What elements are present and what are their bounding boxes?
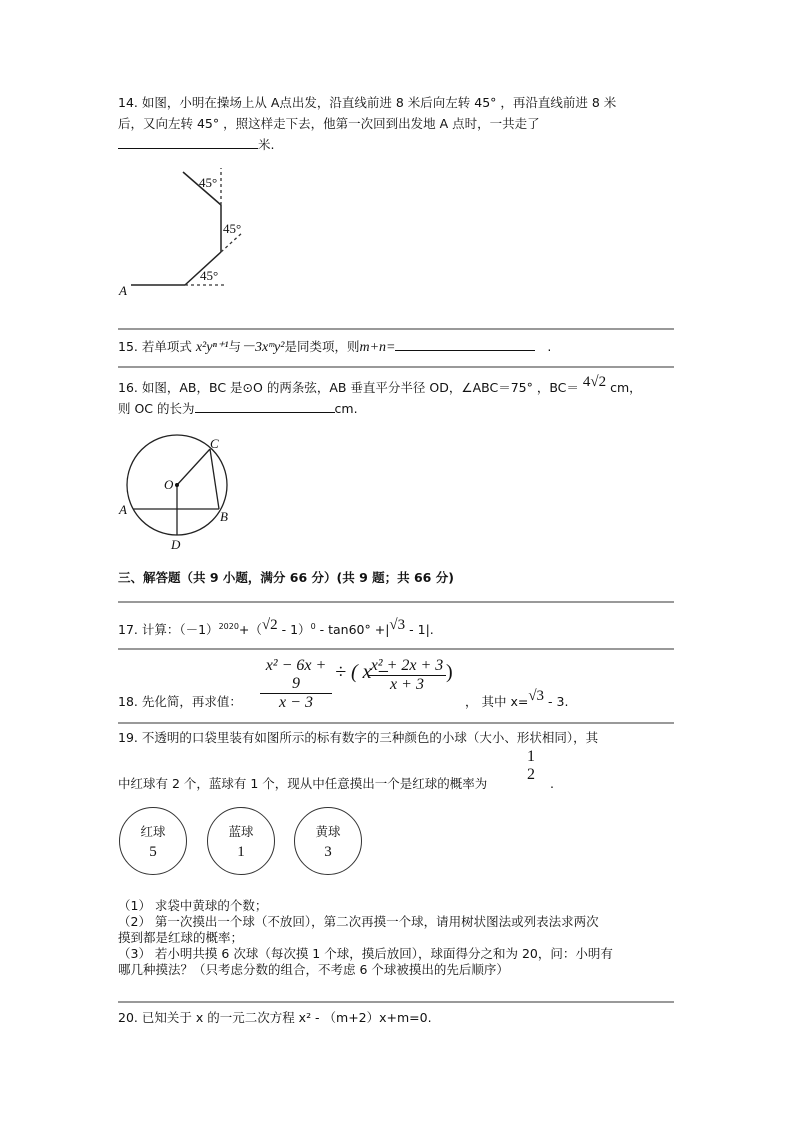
fraction-2: $\frac{\text{x² + 2x + 3}}{x + 3}$ bbox=[368, 657, 446, 694]
q18-label: 18. 先化简，再求值： bbox=[118, 694, 242, 709]
probability-fraction: 1 2 bbox=[527, 748, 535, 783]
angle-label-bottom: 45° bbox=[200, 268, 219, 283]
section-heading: 三、解答题（共 9 小题，满分 66 分）(共 9 题；共 66 分) bbox=[118, 570, 454, 585]
q14-line1: 14. 如图，小明在操场上从 A点出发，沿直线前进 8 米后向左转 45° ，再沿直线前进 8 米 bbox=[118, 95, 617, 110]
point-d-label: D bbox=[171, 537, 181, 552]
point-b-label: B bbox=[220, 509, 228, 524]
q19-part1: （1） 求袋中黄球的个数； bbox=[118, 898, 268, 913]
close-paren: ) bbox=[446, 661, 453, 683]
q19-part2b: 摸到都是红球的概率； bbox=[118, 930, 244, 945]
q19-part3a: （3） 若小明共摸 6 次球（每次摸 1 个球，摸后放回），球面得分之和为 20，问：小明有 bbox=[118, 946, 613, 961]
angle-label-middle: 45° bbox=[223, 221, 242, 236]
q18-condition: ， 其中 x=√3 - 3. bbox=[465, 688, 569, 709]
divider bbox=[118, 601, 674, 603]
q16-line1: 16. 如图，AB，BC 是⊙O 的两条弦，AB 垂直平分半径 OD，∠ABC＝75° ，BC＝ 4√2 cm， bbox=[118, 374, 642, 395]
q19-line1: 19. 不透明的口袋里装有如图所示的标有数字的三种颜色的小球（大小、形状相同），其 bbox=[118, 730, 599, 745]
fraction-1: $\frac{\text{x² − 6x + 9}}{x - 3}$ bbox=[260, 657, 332, 712]
q14-unit: 米. bbox=[258, 137, 275, 152]
q14-line2: 后，又向左转 45° ，照这样走下去，他第一次回到出发地 A 点时，一共走了 bbox=[118, 116, 540, 131]
q15-text: 15. 若单项式 x²yⁿ⁺¹与－3xᵐy²是同类项，则m+n= . bbox=[118, 339, 552, 355]
angle-label-top: 45° bbox=[199, 175, 218, 190]
q16-line2: 则 OC 的长为 cm. bbox=[118, 401, 358, 416]
q19-end: . bbox=[550, 776, 554, 791]
q19-part3b: 哪几种摸法？（只考虑分数的组合，不考虑 6 个球被摸出的先后顺序） bbox=[118, 962, 509, 977]
q19-part2a: （2） 第一次摸出一个球（不放回），第二次再摸一个球，请用树状图法或列表法求两次 bbox=[118, 914, 599, 929]
point-a-label: A bbox=[119, 502, 127, 517]
q20-text: 20. 已知关于 x 的一元二次方程 x² - （m+2）x+m=0. bbox=[118, 1010, 432, 1025]
q17-text: 17. 计算：$(-1)^{2020}+(√2 - 1)^0 - \tan 60^\circ +|√3 - 1|$. bbox=[118, 617, 434, 638]
point-c-label: C bbox=[210, 436, 219, 451]
ball-red: 红球 5 bbox=[119, 807, 187, 875]
point-o-label: O bbox=[164, 477, 174, 492]
ball-blue: 蓝球 1 bbox=[207, 807, 275, 875]
point-a-label: A bbox=[119, 283, 127, 298]
divide-open: ÷ ( x − bbox=[335, 661, 391, 683]
divider bbox=[118, 1001, 674, 1003]
divider bbox=[118, 722, 674, 724]
ball-yellow: 黄球 3 bbox=[294, 807, 362, 875]
q19-line2: 中红球有 2 个，蓝球有 1 个，现从中任意摸出一个是红球的概率为 bbox=[118, 776, 488, 791]
divider bbox=[118, 648, 674, 650]
